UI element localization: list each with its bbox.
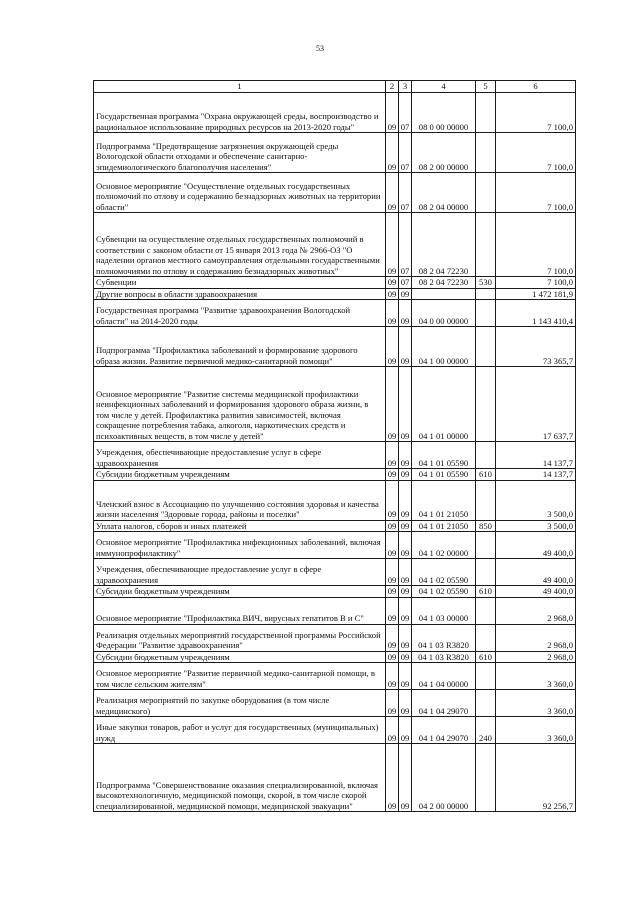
row-code-cell: 04 1 03 00000	[412, 597, 476, 624]
row-amount-cell: 2 968,0	[496, 651, 576, 663]
table-row	[94, 586, 576, 598]
row-code-cell: 04 1 03 R3820	[412, 651, 476, 663]
row-expense-type-cell	[476, 559, 496, 586]
row-code-cell: 04 1 01 00000	[412, 367, 476, 442]
row-name-cell: Уплата налогов, сборов и иных платежей	[94, 520, 386, 532]
row-section-cell: 09	[386, 93, 399, 133]
row-section-cell: 09	[386, 469, 399, 481]
row-expense-type-cell: 610	[476, 586, 496, 598]
row-code-cell: 08 0 00 00000	[412, 93, 476, 133]
row-code-cell: 08 2 04 72230	[412, 213, 476, 277]
row-amount-cell: 3 500,0	[496, 480, 576, 520]
table-row	[94, 93, 576, 133]
row-amount-cell: 3 360,0	[496, 690, 576, 717]
table-row	[94, 480, 576, 520]
row-amount-cell: 1 143 410,4	[496, 300, 576, 327]
row-expense-type-cell	[476, 300, 496, 327]
table-row	[94, 327, 576, 367]
row-subsection-cell: 09	[399, 520, 412, 532]
row-section-cell: 09	[386, 442, 399, 469]
row-section-cell: 09	[386, 520, 399, 532]
row-expense-type-cell	[476, 93, 496, 133]
row-name-cell: Основное мероприятие "Развитие системы медицинской профилактики неинфекционных заболеваний и формирования здорового образа жизни, в том числе у детей. Профилактика развития зависимостей, включая сокращение потребления табака, алкоголя, наркотических средств и психоактивных веществ, в том числе у детей"	[94, 367, 386, 442]
row-amount-cell: 3 360,0	[496, 717, 576, 744]
header-row	[94, 81, 576, 93]
table-row	[94, 559, 576, 586]
row-expense-type-cell: 240	[476, 717, 496, 744]
row-expense-type-cell	[476, 532, 496, 559]
row-section-cell: 09	[386, 277, 399, 289]
row-code-cell: 04 1 03 R3820	[412, 624, 476, 651]
row-code-cell: 04 1 04 29070	[412, 717, 476, 744]
budget-table	[93, 80, 576, 812]
row-subsection-cell: 09	[399, 559, 412, 586]
row-name-cell: Основное мероприятие "Осуществление отдельных государственных полномочий по отлову и содержанию безнадзорных животных на территории области"	[94, 173, 386, 213]
row-subsection-cell: 09	[399, 624, 412, 651]
column-header-6: 6	[496, 81, 576, 93]
column-header-4: 4	[412, 81, 476, 93]
row-expense-type-cell	[476, 744, 496, 812]
row-amount-cell: 1 472 181,9	[496, 288, 576, 300]
row-expense-type-cell: 850	[476, 520, 496, 532]
row-subsection-cell: 07	[399, 277, 412, 289]
column-header-5: 5	[476, 81, 496, 93]
row-code-cell: 08 2 00 00000	[412, 133, 476, 173]
row-expense-type-cell	[476, 213, 496, 277]
table-row	[94, 213, 576, 277]
row-code-cell: 04 1 01 21050	[412, 480, 476, 520]
row-amount-cell: 49 400,0	[496, 532, 576, 559]
row-amount-cell: 3 360,0	[496, 663, 576, 690]
row-code-cell: 04 1 04 29070	[412, 690, 476, 717]
row-amount-cell: 7 100,0	[496, 173, 576, 213]
row-subsection-cell: 09	[399, 300, 412, 327]
row-subsection-cell: 09	[399, 327, 412, 367]
table-row	[94, 442, 576, 469]
row-subsection-cell: 09	[399, 480, 412, 520]
table-row	[94, 173, 576, 213]
row-subsection-cell: 09	[399, 586, 412, 598]
row-section-cell: 09	[386, 480, 399, 520]
table-row	[94, 651, 576, 663]
row-section-cell: 09	[386, 532, 399, 559]
row-code-cell: 08 2 04 72230	[412, 277, 476, 289]
row-name-cell: Основное мероприятие "Развитие первичной медико-санитарной помощи, в том числе сельским жителям"	[94, 663, 386, 690]
row-amount-cell: 17 637,7	[496, 367, 576, 442]
page-number: 53	[316, 44, 324, 53]
row-section-cell: 09	[386, 133, 399, 173]
row-subsection-cell: 09	[399, 469, 412, 481]
table-row	[94, 744, 576, 812]
row-name-cell: Реализация отдельных мероприятий государственной программы Российской Федерации "Развитие здравоохранения"	[94, 624, 386, 651]
table-row	[94, 277, 576, 289]
row-name-cell: Основное мероприятие "Профилактика инфекционных заболеваний, включая иммунопрофилактику"	[94, 532, 386, 559]
row-code-cell: 04 1 00 00000	[412, 327, 476, 367]
row-code-cell: 04 1 02 05590	[412, 559, 476, 586]
row-section-cell: 09	[386, 213, 399, 277]
row-amount-cell: 49 400,0	[496, 559, 576, 586]
row-name-cell: Учреждения, обеспечивающие предоставление услуг в сфере здравоохранения	[94, 559, 386, 586]
row-section-cell: 09	[386, 288, 399, 300]
row-expense-type-cell	[476, 624, 496, 651]
row-name-cell: Субсидии бюджетным учреждениям	[94, 469, 386, 481]
row-section-cell: 09	[386, 327, 399, 367]
table-row	[94, 133, 576, 173]
column-header-3: 3	[399, 81, 412, 93]
row-subsection-cell: 09	[399, 690, 412, 717]
row-name-cell: Субсидии бюджетным учреждениям	[94, 586, 386, 598]
row-expense-type-cell	[476, 442, 496, 469]
table-row	[94, 288, 576, 300]
row-section-cell: 09	[386, 651, 399, 663]
column-header-2: 2	[386, 81, 399, 93]
row-code-cell: 04 1 01 05590	[412, 469, 476, 481]
row-code-cell: 04 2 00 00000	[412, 744, 476, 812]
row-expense-type-cell	[476, 133, 496, 173]
row-expense-type-cell: 610	[476, 651, 496, 663]
row-subsection-cell: 07	[399, 173, 412, 213]
row-section-cell: 09	[386, 300, 399, 327]
row-name-cell: Подпрограмма "Совершенствование оказания специализированной, включая высокотехнологичную, медицинской помощи, скорой, в том числе скорой специализированной, медицинской помощи, медицинской эвакуации"	[94, 744, 386, 812]
row-expense-type-cell	[476, 597, 496, 624]
table-row	[94, 300, 576, 327]
row-name-cell: Субсидии бюджетным учреждениям	[94, 651, 386, 663]
row-section-cell: 09	[386, 559, 399, 586]
row-subsection-cell: 09	[399, 367, 412, 442]
row-section-cell: 09	[386, 717, 399, 744]
row-expense-type-cell	[476, 480, 496, 520]
row-expense-type-cell	[476, 690, 496, 717]
row-amount-cell: 73 365,7	[496, 327, 576, 367]
row-section-cell: 09	[386, 624, 399, 651]
row-name-cell: Учреждения, обеспечивающие предоставление услуг в сфере здравоохранения	[94, 442, 386, 469]
row-code-cell: 04 1 01 21050	[412, 520, 476, 532]
row-section-cell: 09	[386, 597, 399, 624]
row-expense-type-cell	[476, 288, 496, 300]
table-row	[94, 532, 576, 559]
row-section-cell: 09	[386, 744, 399, 812]
row-subsection-cell: 09	[399, 442, 412, 469]
row-amount-cell: 7 100,0	[496, 277, 576, 289]
row-code-cell: 04 0 00 00000	[412, 300, 476, 327]
table-row	[94, 663, 576, 690]
row-name-cell: Реализация мероприятий по закупке оборудования (в том числе медицинского)	[94, 690, 386, 717]
table-row	[94, 597, 576, 624]
row-amount-cell: 14 137,7	[496, 442, 576, 469]
row-subsection-cell: 09	[399, 663, 412, 690]
row-amount-cell: 7 100,0	[496, 133, 576, 173]
row-code-cell: 08 2 04 00000	[412, 173, 476, 213]
row-name-cell: Подпрограмма "Профилактика заболеваний и формирование здорового образа жизни. Развитие первичной медико-санитарной помощи"	[94, 327, 386, 367]
row-section-cell: 09	[386, 690, 399, 717]
row-code-cell: 04 1 04 00000	[412, 663, 476, 690]
table-row	[94, 367, 576, 442]
row-subsection-cell: 09	[399, 288, 412, 300]
table-row	[94, 520, 576, 532]
row-expense-type-cell	[476, 663, 496, 690]
row-name-cell: Членский взнос в Ассоциацию по улучшению состояния здоровья и качества жизни населения "Здоровые города, районы и поселки"	[94, 480, 386, 520]
table-row	[94, 690, 576, 717]
row-amount-cell: 14 137,7	[496, 469, 576, 481]
row-name-cell: Субвенции на осуществление отдельных государственных полномочий в соответствии с законом области от 15 января 2013 года № 2966-ОЗ "О наделении органов местного самоуправления отдельными государственными полномочиями по отлову и содержанию безнадзорных животных"	[94, 213, 386, 277]
row-name-cell: Основное мероприятие "Профилактика ВИЧ, вирусных гепатитов В и С"	[94, 597, 386, 624]
row-subsection-cell: 09	[399, 532, 412, 559]
row-subsection-cell: 09	[399, 717, 412, 744]
column-header-1: 1	[94, 81, 386, 93]
row-amount-cell: 7 100,0	[496, 93, 576, 133]
row-subsection-cell: 07	[399, 133, 412, 173]
row-subsection-cell: 09	[399, 651, 412, 663]
row-name-cell: Другие вопросы в области здравоохранения	[94, 288, 386, 300]
row-expense-type-cell: 530	[476, 277, 496, 289]
row-code-cell: 04 1 01 05590	[412, 442, 476, 469]
row-amount-cell: 3 500,0	[496, 520, 576, 532]
row-section-cell: 09	[386, 586, 399, 598]
row-expense-type-cell	[476, 327, 496, 367]
row-amount-cell: 49 400,0	[496, 586, 576, 598]
row-code-cell: 04 1 02 05590	[412, 586, 476, 598]
row-subsection-cell: 09	[399, 744, 412, 812]
table-row	[94, 717, 576, 744]
row-amount-cell: 2 968,0	[496, 597, 576, 624]
row-section-cell: 09	[386, 663, 399, 690]
row-code-cell	[412, 288, 476, 300]
row-subsection-cell: 09	[399, 597, 412, 624]
row-section-cell: 09	[386, 367, 399, 442]
row-subsection-cell: 07	[399, 213, 412, 277]
table-row	[94, 469, 576, 481]
row-name-cell: Государственная программа "Охрана окружающей среды, воспроизводство и рациональное использование природных ресурсов на 2013-2020 годы"	[94, 93, 386, 133]
row-name-cell: Иные закупки товаров, работ и услуг для государственных (муниципальных) нужд	[94, 717, 386, 744]
row-expense-type-cell	[476, 367, 496, 442]
row-name-cell: Субвенции	[94, 277, 386, 289]
row-expense-type-cell	[476, 173, 496, 213]
row-subsection-cell: 07	[399, 93, 412, 133]
row-code-cell: 04 1 02 00000	[412, 532, 476, 559]
row-expense-type-cell: 610	[476, 469, 496, 481]
row-amount-cell: 7 100,0	[496, 213, 576, 277]
row-amount-cell: 92 256,7	[496, 744, 576, 812]
row-amount-cell: 2 968,0	[496, 624, 576, 651]
row-section-cell: 09	[386, 173, 399, 213]
row-name-cell: Подпрограмма "Предотвращение загрязнения окружающей среды Вологодской области отходами и обеспечение санитарно-эпидемиологического благополучия населения"	[94, 133, 386, 173]
table-row	[94, 624, 576, 651]
row-name-cell: Государственная программа "Развитие здравоохранения Вологодской области" на 2014-2020 годы	[94, 300, 386, 327]
